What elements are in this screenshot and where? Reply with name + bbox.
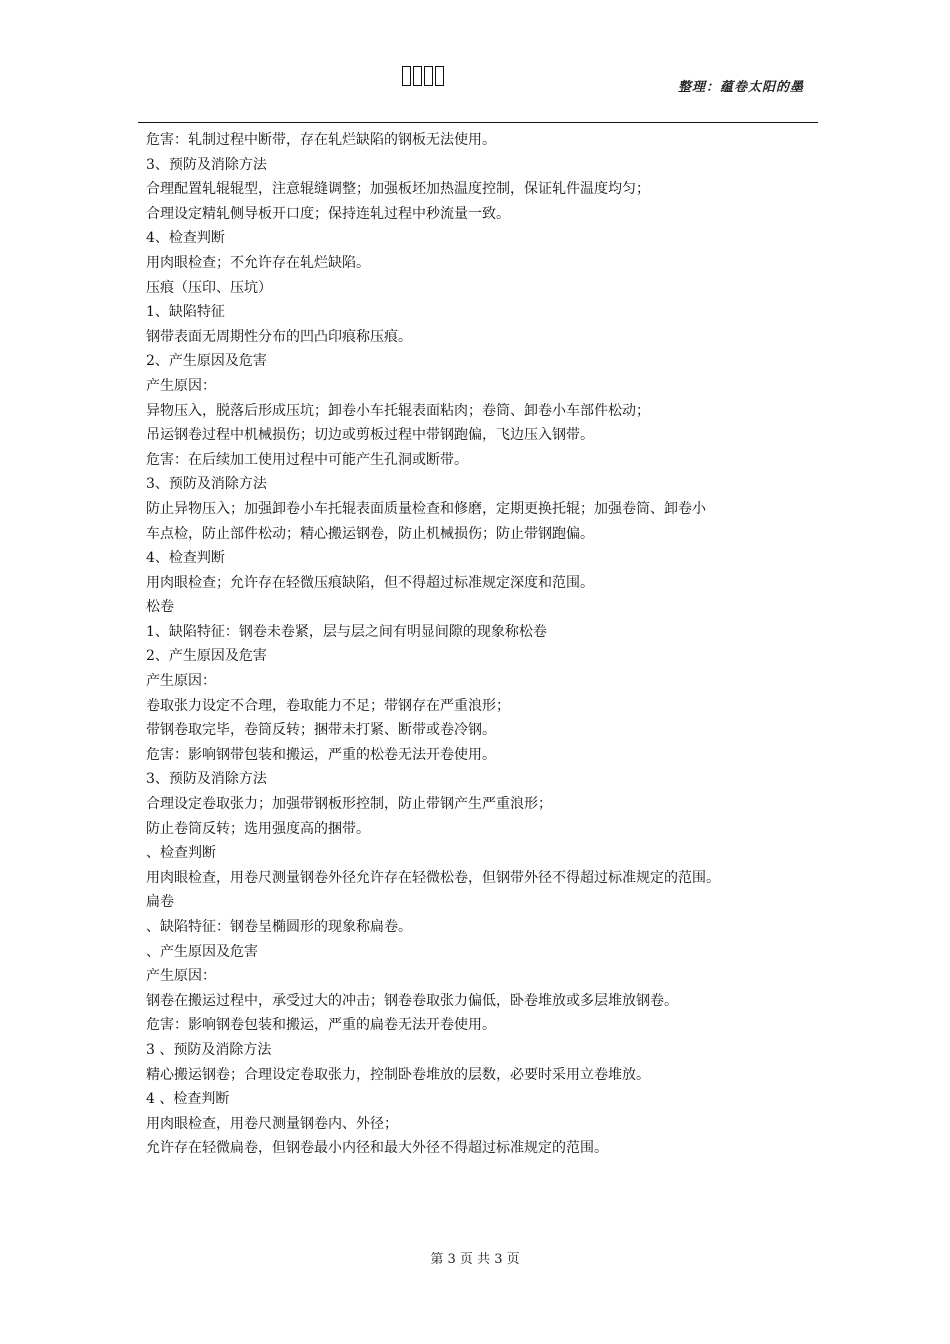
text-line: 带钢卷取完毕，卷筒反转；捆带未打紧、断带或卷冷钢。 — [146, 722, 496, 739]
text-line: 2、产生原因及危害 — [146, 648, 267, 665]
text-line: 扁卷 — [146, 894, 174, 911]
text-line: 3、预防及消除方法 — [146, 476, 267, 493]
text-line: 用肉眼检查，用卷尺测量钢卷内、外径； — [146, 1115, 398, 1132]
text-line: 4、检查判断 — [146, 230, 225, 247]
text-line: 压痕（压印、压坑） — [146, 279, 272, 296]
text-line: 合理设定卷取张力；加强带钢板形控制，防止带钢产生严重浪形； — [146, 796, 552, 813]
text-line: 异物压入，脱落后形成压坑；卸卷小车托辊表面粘肉；卷筒、卸卷小车部件松动； — [146, 402, 650, 419]
text-line: 产生原因： — [146, 968, 216, 985]
text-line: 3 、预防及消除方法 — [146, 1041, 272, 1058]
text-line: 1、缺陷特征：钢卷未卷紧，层与层之间有明显间隙的现象称松卷 — [146, 623, 547, 640]
header-logo — [402, 66, 444, 86]
text-line: 松卷 — [146, 599, 174, 616]
text-line: 允许存在轻微扁卷，但钢卷最小内径和最大外径不得超过标准规定的范围。 — [146, 1140, 608, 1157]
text-line: 车点检，防止部件松动；精心搬运钢卷，防止机械损伤；防止带钢跑偏。 — [146, 525, 594, 542]
text-line: 用肉眼检查；允许存在轻微压痕缺陷，但不得超过标准规定深度和范围。 — [146, 574, 594, 591]
text-line: 危害：在后续加工使用过程中可能产生孔洞或断带。 — [146, 451, 468, 468]
text-line: 、缺陷特征：钢卷呈椭圆形的现象称扁卷。 — [146, 919, 412, 935]
text-line: 用肉眼检查，用卷尺测量钢卷外径允许存在轻微松卷，但钢带外径不得超过标准规定的范围。 — [146, 869, 720, 886]
text-line: 4、检查判断 — [146, 550, 225, 567]
header-credit: 整理：蕴卷太阳的墨 — [677, 80, 804, 95]
logo-bar — [435, 66, 444, 86]
text-line: 合理设定精轧侧导板开口度；保持连轧过程中秒流量一致。 — [146, 205, 510, 222]
text-line: 4 、检查判断 — [146, 1091, 230, 1108]
text-line: 危害：影响钢卷包装和搬运，严重的扁卷无法开卷使用。 — [146, 1017, 496, 1034]
text-line: 合理配置轧辊辊型，注意辊缝调整；加强板坯加热温度控制，保证轧件温度均匀； — [146, 181, 650, 198]
logo-bar — [402, 66, 411, 86]
text-line: 危害：影响钢带包装和搬运，严重的松卷无法开卷使用。 — [146, 746, 496, 763]
text-line: 防止异物压入；加强卸卷小车托辊表面质量检查和修磨，定期更换托辊；加强卷筒、卸卷小 — [146, 500, 706, 517]
text-line: 产生原因： — [146, 377, 216, 394]
text-line: 、检查判断 — [146, 845, 216, 862]
text-line: 3、预防及消除方法 — [146, 156, 267, 173]
page-number: 第 3 页 共 3 页 — [430, 1252, 520, 1267]
logo-bar — [424, 66, 433, 86]
text-line: 2、产生原因及危害 — [146, 353, 267, 370]
logo-bar — [413, 66, 422, 86]
text-line: 钢带表面无周期性分布的凹凸印痕称压痕。 — [146, 328, 412, 345]
text-line: 危害：轧制过程中断带，存在轧烂缺陷的钢板无法使用。 — [146, 132, 496, 148]
text-line: 1、缺陷特征 — [146, 304, 225, 321]
text-line: 3、预防及消除方法 — [146, 771, 267, 788]
text-line: 精心搬运钢卷；合理设定卷取张力，控制卧卷堆放的层数，必要时采用立卷堆放。 — [146, 1066, 650, 1083]
text-line: 用肉眼检查；不允许存在轧烂缺陷。 — [146, 254, 370, 271]
document-body — [146, 128, 826, 1161]
text-line: 防止卷筒反转；选用强度高的捆带。 — [146, 820, 370, 837]
text-line: 卷取张力设定不合理，卷取能力不足；带钢存在严重浪形； — [146, 697, 510, 714]
header-divider — [138, 122, 818, 123]
text-line: 、产生原因及危害 — [146, 943, 258, 960]
text-line: 产生原因： — [146, 673, 216, 690]
text-line: 钢卷在搬运过程中，承受过大的冲击；钢卷卷取张力偏低，卧卷堆放或多层堆放钢卷。 — [146, 992, 678, 1009]
text-line: 吊运钢卷过程中机械损伤；切边或剪板过程中带钢跑偏，飞边压入钢带。 — [146, 427, 594, 444]
